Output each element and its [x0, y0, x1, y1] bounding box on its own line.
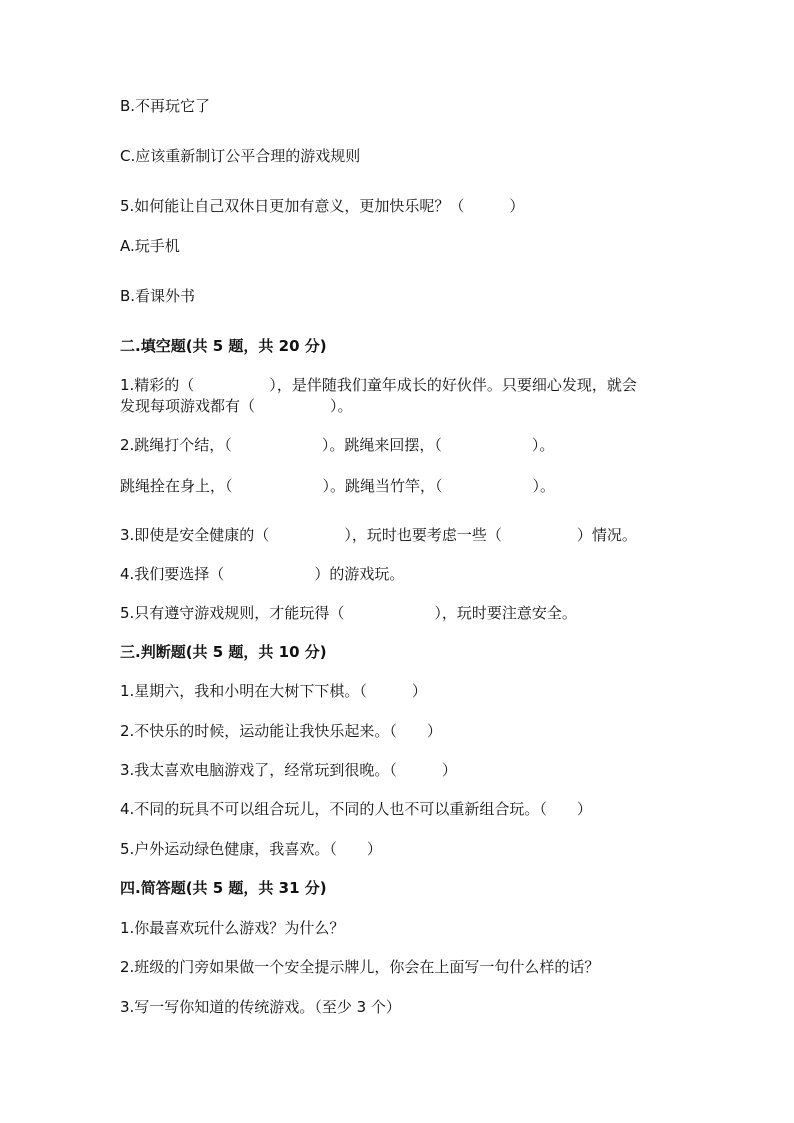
short-answer-q3: 3.写一写你知道的传统游戏。（至少 3 个） — [120, 998, 401, 1016]
option-b-q5: B.看课外书 — [120, 287, 196, 305]
fill-blank-q2-line1: 2.跳绳打个结，（ ）。跳绳来回摆，（ ）。 — [120, 436, 555, 454]
section-heading-true-false: 三.判断题(共 5 题，共 10 分) — [120, 643, 327, 661]
fill-blank-q3: 3.即使是安全健康的（ ），玩时也要考虑一些（ ）情况。 — [120, 526, 637, 544]
question-5-choice: 5.如何能让自己双休日更加有意义，更加快乐呢？（ ） — [120, 197, 525, 215]
fill-blank-q1-line1: 1.精彩的（ ），是伴随我们童年成长的好伙伴。只要细心发现，就会 — [120, 376, 637, 394]
section-heading-short-answer: 四.简答题(共 5 题，共 31 分) — [120, 879, 327, 897]
section-heading-fill-blank: 二.填空题(共 5 题，共 20 分) — [120, 337, 327, 355]
true-false-q4: 4.不同的玩具不可以组合玩儿，不同的人也不可以重新组合玩。（ ） — [120, 800, 592, 818]
true-false-q1: 1.星期六，我和小明在大树下下棋。（ ） — [120, 682, 427, 700]
fill-blank-q1-line2: 发现每项游戏都有（ ）。 — [120, 397, 353, 415]
fill-blank-q5: 5.只有遵守游戏规则，才能玩得（ ），玩时要注意安全。 — [120, 604, 577, 622]
option-b-q4: B.不再玩它了 — [120, 97, 211, 115]
fill-blank-q2-line2: 跳绳拴在身上，（ ）。跳绳当竹竿，（ ）。 — [120, 477, 556, 495]
fill-blank-q4: 4.我们要选择（ ）的游戏玩。 — [120, 565, 405, 583]
true-false-q3: 3.我太喜欢电脑游戏了，经常玩到很晚。（ ） — [120, 761, 457, 779]
option-c-q4: C.应该重新制订公平合理的游戏规则 — [120, 147, 361, 165]
short-answer-q1: 1.你最喜欢玩什么游戏？为什么？ — [120, 919, 345, 937]
true-false-q2: 2.不快乐的时候，运动能让我快乐起来。（ ） — [120, 722, 442, 740]
short-answer-q2: 2.班级的门旁如果做一个安全提示牌儿，你会在上面写一句什么样的话？ — [120, 958, 600, 976]
true-false-q5: 5.户外运动绿色健康，我喜欢。（ ） — [120, 840, 382, 858]
option-a-q5: A.玩手机 — [120, 237, 180, 255]
